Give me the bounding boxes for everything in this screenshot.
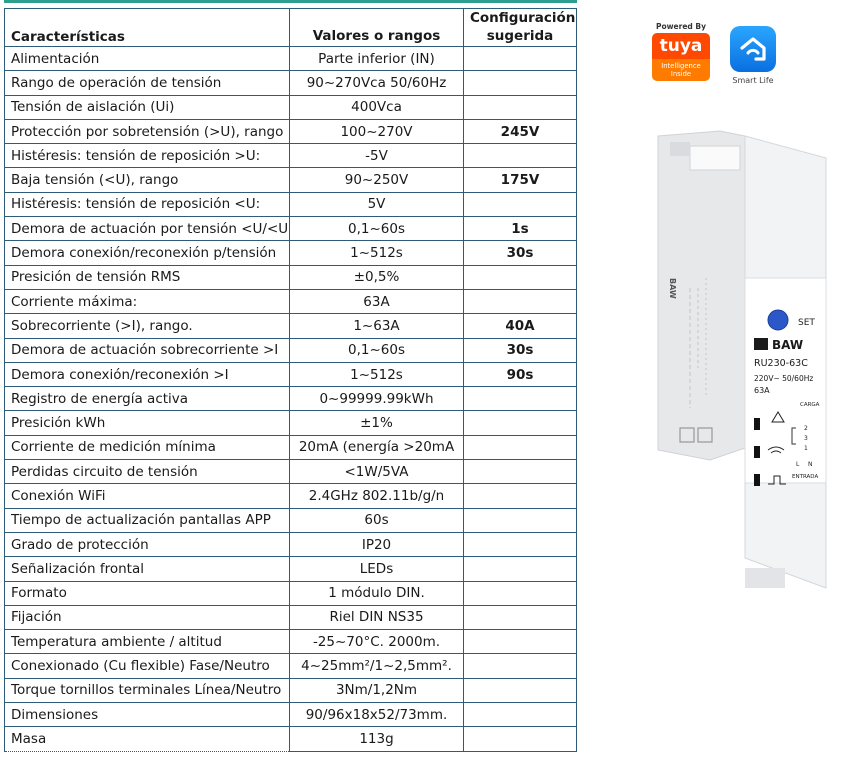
device-model: RU230-63C <box>754 358 808 369</box>
row-value: 1~512s <box>290 241 464 265</box>
row-value: 100~270V <box>290 119 464 143</box>
row-label: Dimensiones <box>5 703 290 727</box>
row-value: 1 módulo DIN. <box>290 581 464 605</box>
row-value: 2.4GHz 802.11b/g/n <box>290 484 464 508</box>
table-row <box>5 47 577 71</box>
row-value: 4~25mm²/1~2,5mm². <box>290 654 464 678</box>
header-config-line1: Configuración <box>470 10 576 26</box>
row-suggested-config <box>464 387 577 411</box>
led-indicator-3 <box>754 474 760 486</box>
terminal-l: L <box>796 461 800 468</box>
header-config-line2: sugerida <box>486 28 554 44</box>
row-label: Demora conexión/reconexión p/tensión <box>5 241 290 265</box>
table-row <box>5 192 577 216</box>
row-suggested-config <box>464 532 577 556</box>
row-value: 20mA (energía >20mA <box>290 435 464 459</box>
table-row <box>5 314 577 338</box>
row-value: -25~70°C. 2000m. <box>290 630 464 654</box>
row-suggested-config <box>464 484 577 508</box>
row-value: 90~270Vca 50/60Hz <box>290 71 464 95</box>
row-label: Baja tensión (<U), rango <box>5 168 290 192</box>
terminal-n: N <box>808 461 813 468</box>
table-row <box>5 703 577 727</box>
row-value: <1W/5VA <box>290 460 464 484</box>
row-label: Corriente máxima: <box>5 289 290 313</box>
tuya-wordmark: tuya <box>652 33 710 59</box>
row-value: LEDs <box>290 557 464 581</box>
table-row <box>5 217 577 241</box>
row-suggested-config <box>464 703 577 727</box>
row-label: Sobrecorriente (>I), rango. <box>5 314 290 338</box>
row-suggested-config <box>464 605 577 629</box>
row-suggested-config: 175V <box>464 168 577 192</box>
row-label: Histéresis: tensión de reposición >U: <box>5 144 290 168</box>
row-value: 0,1~60s <box>290 338 464 362</box>
table-row <box>5 362 577 386</box>
row-label: Masa <box>5 727 290 751</box>
row-suggested-config <box>464 192 577 216</box>
row-value: 60s <box>290 508 464 532</box>
row-value: 400Vca <box>290 95 464 119</box>
row-label: Perdidas circuito de tensión <box>5 460 290 484</box>
row-value: 0~99999.99kWh <box>290 387 464 411</box>
row-value: Parte inferior (IN) <box>290 47 464 71</box>
table-row <box>5 338 577 362</box>
row-suggested-config <box>464 144 577 168</box>
row-value: 90/96x18x52/73mm. <box>290 703 464 727</box>
row-suggested-config <box>464 654 577 678</box>
tuya-logo <box>652 22 710 90</box>
table-header-row <box>5 9 577 47</box>
row-label: Conexionado (Cu flexible) Fase/Neutro <box>5 654 290 678</box>
header-characteristics: Características <box>5 9 290 47</box>
row-label: Conexión WiFi <box>5 484 290 508</box>
terminal-3: 3 <box>804 435 808 442</box>
table-row <box>5 95 577 119</box>
row-suggested-config <box>464 557 577 581</box>
row-suggested-config <box>464 727 577 751</box>
specifications-table <box>4 8 577 752</box>
row-label: Demora de actuación sobrecorriente >I <box>5 338 290 362</box>
table-row <box>5 727 577 751</box>
smart-life-icon <box>730 26 776 72</box>
table-row <box>5 71 577 95</box>
row-value: Riel DIN NS35 <box>290 605 464 629</box>
row-value: 1~512s <box>290 362 464 386</box>
row-label: Torque tornillos terminales Línea/Neutro <box>5 678 290 702</box>
row-value: ±0,5% <box>290 265 464 289</box>
device-current: 63A <box>754 386 770 395</box>
row-value: 113g <box>290 727 464 751</box>
row-value: 0,1~60s <box>290 217 464 241</box>
side-brand-text: BAW <box>668 278 677 299</box>
row-suggested-config <box>464 508 577 532</box>
row-label: Demora de actuación por tensión <U/<U <box>5 217 290 241</box>
table-row <box>5 168 577 192</box>
table-row <box>5 630 577 654</box>
row-suggested-config <box>464 265 577 289</box>
row-label: Formato <box>5 581 290 605</box>
row-suggested-config: 30s <box>464 241 577 265</box>
tuya-inside-line1: Intelligence <box>661 62 701 70</box>
row-value: ±1% <box>290 411 464 435</box>
terminal-1: 1 <box>804 445 808 452</box>
row-suggested-config: 1s <box>464 217 577 241</box>
row-value: -5V <box>290 144 464 168</box>
row-value: 1~63A <box>290 314 464 338</box>
set-button <box>768 310 788 330</box>
table-row <box>5 508 577 532</box>
smart-life-logo <box>725 26 781 88</box>
table-row <box>5 265 577 289</box>
row-suggested-config <box>464 460 577 484</box>
row-label: Tiempo de actualización pantallas APP <box>5 508 290 532</box>
table-row <box>5 144 577 168</box>
device-image-baw-relay <box>650 128 840 598</box>
row-suggested-config <box>464 289 577 313</box>
device-brand: BAW <box>772 338 804 352</box>
tuya-inside-line2: Inside <box>670 70 692 78</box>
carga-label: CARGA <box>800 402 820 408</box>
table-row <box>5 532 577 556</box>
row-suggested-config <box>464 678 577 702</box>
table-row <box>5 678 577 702</box>
row-suggested-config <box>464 581 577 605</box>
tuya-intelligence-inside <box>652 59 710 81</box>
smart-life-label: Smart Life <box>732 76 774 85</box>
row-label: Señalización frontal <box>5 557 290 581</box>
row-suggested-config: 30s <box>464 338 577 362</box>
row-suggested-config <box>464 71 577 95</box>
led-indicator-2 <box>754 446 760 458</box>
row-suggested-config <box>464 95 577 119</box>
row-label: Presición kWh <box>5 411 290 435</box>
table-row <box>5 484 577 508</box>
row-label: Tensión de aislación (Ui) <box>5 95 290 119</box>
table-row <box>5 289 577 313</box>
row-suggested-config <box>464 411 577 435</box>
row-label: Demora conexión/reconexión >I <box>5 362 290 386</box>
row-label: Presición de tensión RMS <box>5 265 290 289</box>
table-row <box>5 605 577 629</box>
entrada-label: ENTRADA <box>792 474 819 480</box>
row-label: Registro de energía activa <box>5 387 290 411</box>
row-suggested-config <box>464 630 577 654</box>
row-suggested-config <box>464 435 577 459</box>
terminal-2: 2 <box>804 425 808 432</box>
row-value: 63A <box>290 289 464 313</box>
row-label: Rango de operación de tensión <box>5 71 290 95</box>
row-suggested-config: 40A <box>464 314 577 338</box>
row-value: 90~250V <box>290 168 464 192</box>
row-label: Alimentación <box>5 47 290 71</box>
row-label: Temperatura ambiente / altitud <box>5 630 290 654</box>
set-label: SET <box>798 318 815 328</box>
row-label: Corriente de medición mínima <box>5 435 290 459</box>
table-row <box>5 557 577 581</box>
table-row <box>5 119 577 143</box>
row-value: 5V <box>290 192 464 216</box>
header-values: Valores o rangos <box>290 9 464 47</box>
table-row <box>5 387 577 411</box>
table-row <box>5 460 577 484</box>
row-value: 3Nm/1,2Nm <box>290 678 464 702</box>
row-label: Histéresis: tensión de reposición <U: <box>5 192 290 216</box>
header-accent-bar <box>4 0 577 3</box>
row-label: Protección por sobretensión (>U), rango <box>5 119 290 143</box>
table-row <box>5 241 577 265</box>
device-rating: 220V~ 50/60Hz <box>754 374 814 383</box>
tuya-powered-by: Powered By <box>655 22 707 31</box>
table-row <box>5 654 577 678</box>
row-suggested-config: 90s <box>464 362 577 386</box>
table-row <box>5 435 577 459</box>
row-label: Fijación <box>5 605 290 629</box>
led-indicator-1 <box>754 418 760 430</box>
row-label: Grado de protección <box>5 532 290 556</box>
row-suggested-config: 245V <box>464 119 577 143</box>
row-suggested-config <box>464 47 577 71</box>
table-row <box>5 411 577 435</box>
table-row <box>5 581 577 605</box>
header-suggested-config <box>464 9 577 47</box>
row-value: IP20 <box>290 532 464 556</box>
